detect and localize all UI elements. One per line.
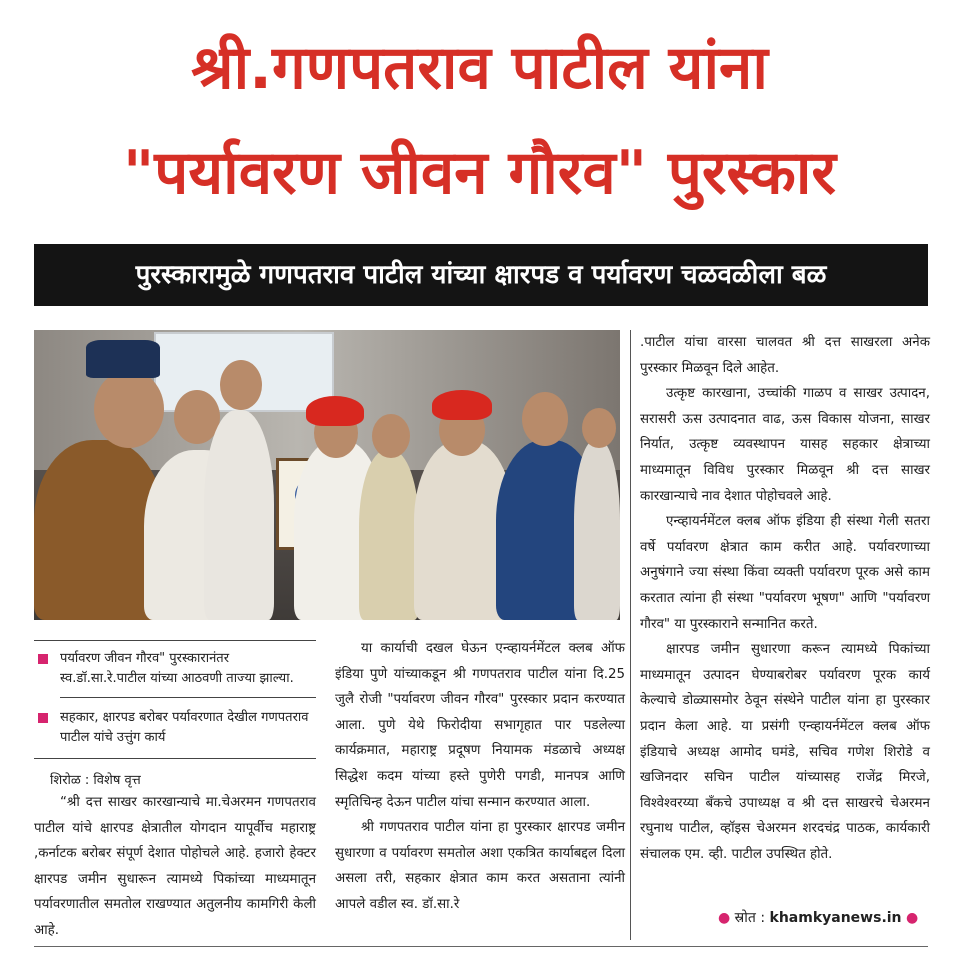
subheadline-bar <box>34 244 928 306</box>
byline: शिरोळ : विशेष वृत्त <box>50 773 141 788</box>
paragraph: “श्री दत्त साखर कारखान्याचे मा.चेअरमन गणपतराव पाटील यांचे क्षारपड क्षेत्रातील योगदान यापूर्वीच महाराष्ट्र ,कर्नाटक बरोबर संपूर्ण देशात पोहोचले आहे. हजारो हेक्टर क्षारपड जमीन सुधारून त्यामध्ये पिकांच्या माध्यमातून पर्यावरणातील समतोल राखण्यात अतुलनीय कामगिरी केली आहे. <box>34 795 316 938</box>
person-head <box>372 414 410 458</box>
bottom-rule <box>34 946 928 947</box>
awardee-turban <box>306 396 364 426</box>
person-tall <box>204 410 274 620</box>
bullet-dot: ● <box>718 910 731 926</box>
divider <box>34 640 316 641</box>
paragraph: क्षारपड जमीन सुधारणा करून त्यामध्ये पिकांच्या माध्यमातून उत्पादन घेण्याबरोबर पर्यावरण पूरक कार्य केल्याचे डोळ्यासमोर ठेवून संस्थेने पाटील यांना हा पुरस्कार प्रदान केला आहे. या प्रसंगी एन्व्हायर्नमेंटल क्लब ऑफ इंडियाचे अध्यक्ष आमोद घमंडे, सचिव गणेश शिरोडे व खजिनदार सचिन पाटील यांच्यासह राजेंद्र मिरजे, विश्वेश्वरय्या बँकचे उपाध्यक्ष व श्री दत्त साखरचे चेअरमन रघुनाथ पाटील, व्हॉइस चेअरमन शरदचंद्र पाठक, कार्यकारी संचालक एम. व्ही. पाटील उपस्थित होते. <box>640 642 930 862</box>
subheadline-text: पुरस्कारामुळे गणपतराव पाटील यांच्या क्षारपड व पर्यावरण चळवळीला बळ <box>135 260 827 290</box>
paragraph: या कार्याची दखल घेऊन एन्व्हायर्नमेंटल क्लब ऑफ इंडिया पुणे यांच्याकडून श्री गणपतराव पाटील यांना दि.25 जुलै रोजी "पर्यावरण जीवन गौरव" पुरस्कार प्रदान करण्यात आला. पुणे येथे फिरोदीया सभागृहात पार पडलेल्या कार्यक्रमात, महाराष्ट्र प्रदूषण नियामक मंडळाचे अध्यक्ष सिद्धेश कदम यांच्या हस्ते पुणेरी पगडी, मानपत्र आणि स्मृतिचिन्ह देऊन पाटील यांचा सन्मान करण्यात आला. <box>335 641 625 810</box>
paragraph: उत्कृष्ट कारखाना, उच्चांकी गाळप व साखर उत्पादन, सरासरी ऊस उत्पादनात वाढ, ऊस विकास योजना, साखर निर्यात, उत्कृष्ट व्यवस्थापन यासह सहकार क्षेत्राच्या माध्यमातून विविध पुरस्कार मिळवून श्री दत्त साखर कारखान्याचे नाव देशात पोहोचवले आहे. <box>640 386 930 504</box>
headline-line-1: श्री.गणपतराव पाटील यांना <box>191 33 768 103</box>
highlight-item <box>34 708 316 748</box>
highlight-item <box>34 649 316 689</box>
person-head <box>582 408 616 448</box>
paragraph: .पाटील यांचा वारसा चालवत श्री दत्त साखरला अनेक पुरस्कार मिळवून दिले आहेत. <box>640 335 930 376</box>
person-head <box>94 370 164 448</box>
highlight-text: सहकार, क्षारपड बरोबर पर्यावरणात देखील गणपतराव पाटील यांचे उत्तुंग कार्य <box>60 710 309 745</box>
source-site: khamkyanews.in <box>769 910 902 926</box>
paragraph: श्री गणपतराव पाटील यांना हा पुरस्कार क्षारपड जमीन सुधारणा व पर्यावरण समतोल अशा एकत्रित कार्याबद्दल दिला असला तरी, सहकार क्षेत्रात काम करत असताना त्यांनी आपले वडील स्व. डॉ.सा.रे <box>335 820 625 912</box>
article-column-3 <box>640 330 930 867</box>
column-rule <box>630 330 631 940</box>
chief-guest-turban <box>432 390 492 420</box>
source-label: स्रोत : <box>734 910 766 926</box>
divider <box>34 758 316 759</box>
person-beige-kurta <box>359 450 419 620</box>
headline-line-2: "पर्यावरण जीवन गौरव" पुरस्कार <box>123 138 836 208</box>
highlights-box <box>34 640 316 759</box>
paragraph: एन्व्हायर्नमेंटल क्लब ऑफ इंडिया ही संस्था गेली सतरा वर्षे पर्यावरण क्षेत्रात काम करीत आहे. पर्यावरणाच्या अनुषंगाने ज्या संस्था किंवा व्यक्ती पर्यावरण पूरक असे काम करतात त्यांना ही संस्था "पर्यावरण भूषण" आणि "पर्यावरण गौरव" या पुरस्काराने सन्मानित करते. <box>640 514 930 632</box>
bullet-square <box>38 654 48 664</box>
bullet-square <box>38 713 48 723</box>
source-credit <box>718 908 918 927</box>
highlight-text: पर्यावरण जीवन गौरव" पुरस्कारानंतर स्व.डॉ.सा.रे.पाटील यांच्या आठवणी ताज्या झाल्या. <box>60 651 294 686</box>
article-column-2 <box>335 636 625 918</box>
article-column-1 <box>34 790 316 944</box>
bullet-dot: ● <box>905 910 919 926</box>
person-head <box>522 392 568 446</box>
person-cap <box>86 340 160 378</box>
person-right <box>574 440 620 620</box>
divider <box>60 697 316 698</box>
person-head <box>220 360 262 410</box>
award-ceremony-photo <box>34 330 620 620</box>
